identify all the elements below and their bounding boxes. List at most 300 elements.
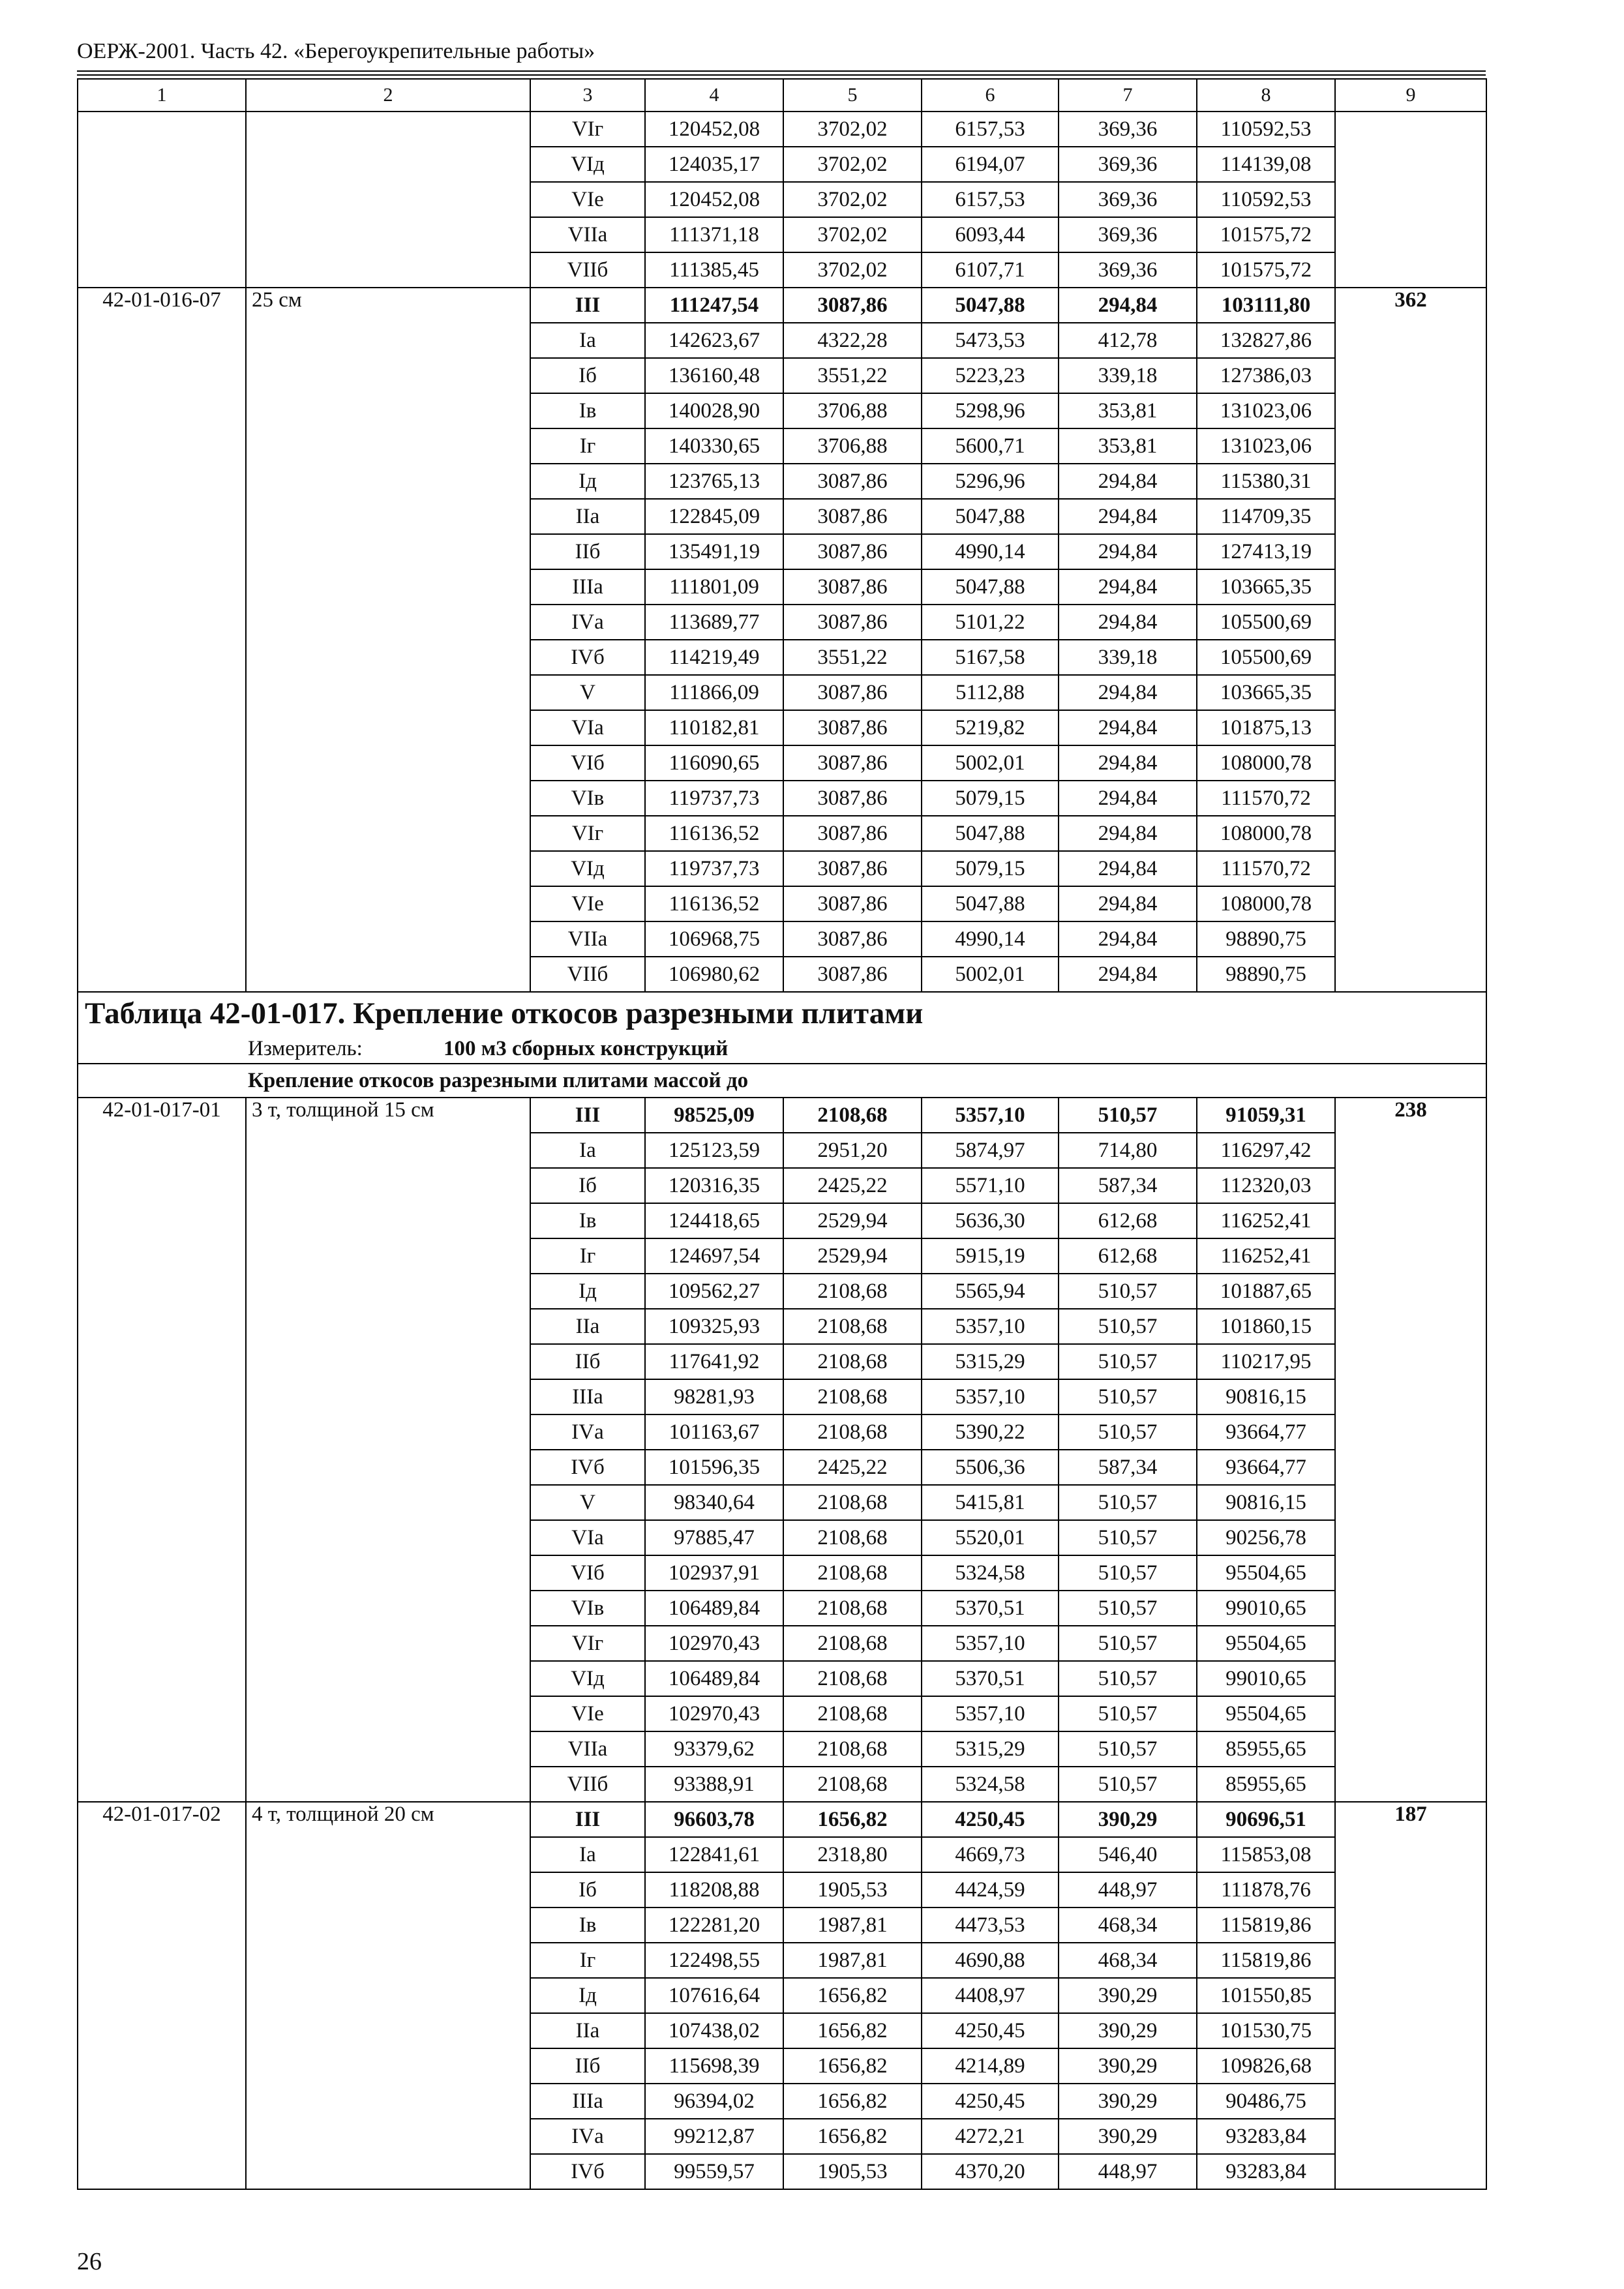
rate-code-cell — [78, 851, 246, 886]
value-cell: 3087,86 — [783, 851, 922, 886]
value-cell: 132827,86 — [1197, 323, 1335, 358]
zone-cell: Iб — [530, 358, 645, 393]
extra-cell — [1335, 252, 1486, 288]
value-cell: 124697,54 — [645, 1238, 783, 1274]
value-cell: 101596,35 — [645, 1450, 783, 1485]
value-cell: 3087,86 — [783, 605, 922, 640]
table-title: Таблица 42-01-017. Крепление откосов разрезными плитами — [78, 992, 1486, 1034]
value-cell: 294,84 — [1059, 710, 1197, 745]
value-cell: 1656,82 — [783, 1978, 922, 2013]
value-cell: 6194,07 — [922, 147, 1059, 182]
zone-cell: VIг — [530, 816, 645, 851]
zone-cell: IIа — [530, 1309, 645, 1344]
value-cell: 6157,53 — [922, 112, 1059, 147]
value-cell: 1987,81 — [783, 1943, 922, 1978]
column-number-cell: 7 — [1059, 79, 1197, 112]
value-cell: 5415,81 — [922, 1485, 1059, 1520]
work-name-cell — [246, 2084, 530, 2119]
value-cell: 116252,41 — [1197, 1203, 1335, 1238]
value-cell: 510,57 — [1059, 1485, 1197, 1520]
work-name-cell — [246, 1485, 530, 1520]
value-cell: 448,97 — [1059, 2154, 1197, 2189]
value-cell: 2425,22 — [783, 1450, 922, 1485]
rate-code-cell — [78, 1661, 246, 1696]
value-cell: 468,34 — [1059, 1943, 1197, 1978]
table-row — [78, 1379, 1486, 1414]
table-row — [78, 2119, 1486, 2154]
value-cell: 91059,31 — [1197, 1098, 1335, 1133]
table-row — [78, 323, 1486, 358]
extra-cell — [1335, 1344, 1486, 1379]
rates-table-body — [78, 79, 1486, 2189]
rate-code-cell — [78, 1908, 246, 1943]
extra-cell: 187 — [1335, 1802, 1486, 1837]
rate-code-cell — [78, 358, 246, 393]
value-cell: 110182,81 — [645, 710, 783, 745]
zone-cell: IVа — [530, 2119, 645, 2154]
zone-cell: VIIб — [530, 957, 645, 992]
measure-row — [78, 1034, 1486, 1064]
value-cell: 93379,62 — [645, 1731, 783, 1767]
zone-cell: IVа — [530, 1414, 645, 1450]
value-cell: 5167,58 — [922, 640, 1059, 675]
zone-cell: III — [530, 1802, 645, 1837]
table-row — [78, 1626, 1486, 1661]
extra-cell — [1335, 1168, 1486, 1203]
table-row — [78, 1908, 1486, 1943]
group-heading: Крепление откосов разрезными плитами массой до — [78, 1064, 1486, 1098]
value-cell: 103665,35 — [1197, 675, 1335, 710]
work-name-cell — [246, 1274, 530, 1309]
value-cell: 102970,43 — [645, 1696, 783, 1731]
value-cell: 116297,42 — [1197, 1133, 1335, 1168]
value-cell: 339,18 — [1059, 640, 1197, 675]
value-cell: 3087,86 — [783, 464, 922, 499]
zone-cell: IIа — [530, 2013, 645, 2048]
value-cell: 5520,01 — [922, 1520, 1059, 1555]
zone-cell: VIб — [530, 1555, 645, 1591]
table-row — [78, 1520, 1486, 1555]
value-cell: 98281,93 — [645, 1379, 783, 1414]
zone-cell: VIе — [530, 1696, 645, 1731]
zone-cell: IVб — [530, 1450, 645, 1485]
value-cell: 2108,68 — [783, 1520, 922, 1555]
rate-code-cell — [78, 2084, 246, 2119]
value-cell: 3087,86 — [783, 957, 922, 992]
value-cell: 107438,02 — [645, 2013, 783, 2048]
rate-code-cell — [78, 710, 246, 745]
extra-cell — [1335, 499, 1486, 534]
table-row — [78, 534, 1486, 569]
work-name-cell — [246, 112, 530, 147]
zone-cell: IIIа — [530, 1379, 645, 1414]
rate-code-cell: 42-01-017-02 — [78, 1802, 246, 1837]
value-cell: 101575,72 — [1197, 252, 1335, 288]
rate-code-cell — [78, 112, 246, 147]
value-cell: 93664,77 — [1197, 1450, 1335, 1485]
group-heading-row — [78, 1064, 1486, 1098]
work-name-cell — [246, 1696, 530, 1731]
rate-code-cell — [78, 1591, 246, 1626]
value-cell: 2108,68 — [783, 1485, 922, 1520]
value-cell: 294,84 — [1059, 534, 1197, 569]
work-name-cell — [246, 1731, 530, 1767]
value-cell: 101163,67 — [645, 1414, 783, 1450]
zone-cell: Iа — [530, 1133, 645, 1168]
zone-cell: III — [530, 288, 645, 323]
value-cell: 124035,17 — [645, 147, 783, 182]
zone-cell: VIд — [530, 147, 645, 182]
zone-cell: Iг — [530, 428, 645, 464]
extra-cell — [1335, 921, 1486, 957]
value-cell: 294,84 — [1059, 816, 1197, 851]
extra-cell — [1335, 957, 1486, 992]
value-cell: 294,84 — [1059, 569, 1197, 605]
rate-code-cell — [78, 1168, 246, 1203]
value-cell: 5571,10 — [922, 1168, 1059, 1203]
value-cell: 111801,09 — [645, 569, 783, 605]
value-cell: 115698,39 — [645, 2048, 783, 2084]
work-name-cell — [246, 1591, 530, 1626]
zone-cell: Iг — [530, 1238, 645, 1274]
extra-cell — [1335, 1414, 1486, 1450]
value-cell: 106489,84 — [645, 1591, 783, 1626]
rate-code-cell — [78, 534, 246, 569]
table-row — [78, 640, 1486, 675]
value-cell: 131023,06 — [1197, 393, 1335, 428]
column-number-cell: 6 — [922, 79, 1059, 112]
value-cell: 4250,45 — [922, 1802, 1059, 1837]
extra-cell — [1335, 1591, 1486, 1626]
value-cell: 93664,77 — [1197, 1414, 1335, 1450]
value-cell: 2108,68 — [783, 1309, 922, 1344]
value-cell: 4250,45 — [922, 2013, 1059, 2048]
page-header: ОЕРЖ-2001. Часть 42. «Берегоукрепительные работы» — [77, 39, 595, 63]
value-cell: 116252,41 — [1197, 1238, 1335, 1274]
value-cell: 5079,15 — [922, 781, 1059, 816]
rate-code-cell — [78, 675, 246, 710]
value-cell: 122498,55 — [645, 1943, 783, 1978]
zone-cell: VIв — [530, 781, 645, 816]
work-name-cell — [246, 252, 530, 288]
rate-code-cell — [78, 217, 246, 252]
header-rule-bottom — [77, 74, 1486, 76]
value-cell: 95504,65 — [1197, 1626, 1335, 1661]
table-row — [78, 745, 1486, 781]
extra-cell — [1335, 1767, 1486, 1802]
table-row — [78, 112, 1486, 147]
value-cell: 96603,78 — [645, 1802, 783, 1837]
zone-cell: VIIа — [530, 217, 645, 252]
rate-code-cell — [78, 1626, 246, 1661]
work-name-cell — [246, 1309, 530, 1344]
rate-code-cell — [78, 1309, 246, 1344]
table-row — [78, 393, 1486, 428]
rate-code-cell — [78, 605, 246, 640]
extra-cell — [1335, 2048, 1486, 2084]
value-cell: 390,29 — [1059, 2119, 1197, 2154]
table-row — [78, 1802, 1486, 1837]
zone-cell: Iд — [530, 1978, 645, 2013]
rate-code-cell — [78, 2048, 246, 2084]
table-row — [78, 499, 1486, 534]
value-cell: 140330,65 — [645, 428, 783, 464]
extra-cell — [1335, 1379, 1486, 1414]
work-name-cell — [246, 1626, 530, 1661]
work-name-cell — [246, 1837, 530, 1872]
table-row — [78, 1450, 1486, 1485]
value-cell: 5324,58 — [922, 1555, 1059, 1591]
extra-cell — [1335, 745, 1486, 781]
zone-cell: VIб — [530, 745, 645, 781]
rate-code-cell — [78, 1555, 246, 1591]
rate-code-cell — [78, 428, 246, 464]
value-cell: 2529,94 — [783, 1238, 922, 1274]
rate-code-cell — [78, 1450, 246, 1485]
work-name-cell — [246, 1978, 530, 2013]
value-cell: 5047,88 — [922, 499, 1059, 534]
value-cell: 122841,61 — [645, 1837, 783, 1872]
value-cell: 101550,85 — [1197, 1978, 1335, 2013]
rate-code-cell — [78, 1274, 246, 1309]
work-name-cell — [246, 1238, 530, 1274]
table-row — [78, 252, 1486, 288]
value-cell: 4322,28 — [783, 323, 922, 358]
value-cell: 96394,02 — [645, 2084, 783, 2119]
extra-cell — [1335, 1238, 1486, 1274]
table-row — [78, 1344, 1486, 1379]
value-cell: 101530,75 — [1197, 2013, 1335, 2048]
value-cell: 587,34 — [1059, 1168, 1197, 1203]
value-cell: 116136,52 — [645, 886, 783, 921]
value-cell: 101887,65 — [1197, 1274, 1335, 1309]
value-cell: 5315,29 — [922, 1344, 1059, 1379]
value-cell: 3702,02 — [783, 112, 922, 147]
value-cell: 102937,91 — [645, 1555, 783, 1591]
value-cell: 2108,68 — [783, 1344, 922, 1379]
work-name-cell — [246, 2119, 530, 2154]
zone-cell: IIб — [530, 534, 645, 569]
value-cell: 4690,88 — [922, 1943, 1059, 1978]
value-cell: 2108,68 — [783, 1379, 922, 1414]
value-cell: 294,84 — [1059, 605, 1197, 640]
value-cell: 111570,72 — [1197, 851, 1335, 886]
table-row — [78, 1309, 1486, 1344]
zone-cell: VIе — [530, 182, 645, 217]
zone-cell: Iв — [530, 1203, 645, 1238]
extra-cell — [1335, 1696, 1486, 1731]
value-cell: 3087,86 — [783, 675, 922, 710]
value-cell: 6157,53 — [922, 182, 1059, 217]
work-name-cell — [246, 147, 530, 182]
work-name-cell — [246, 182, 530, 217]
zone-cell: Iв — [530, 1908, 645, 1943]
value-cell: 2951,20 — [783, 1133, 922, 1168]
value-cell: 390,29 — [1059, 1978, 1197, 2013]
extra-cell — [1335, 1520, 1486, 1555]
zone-cell: Iб — [530, 1168, 645, 1203]
work-name-cell — [246, 1203, 530, 1238]
value-cell: 3087,86 — [783, 499, 922, 534]
value-cell: 369,36 — [1059, 217, 1197, 252]
work-name-cell — [246, 957, 530, 992]
value-cell: 5079,15 — [922, 851, 1059, 886]
value-cell: 510,57 — [1059, 1696, 1197, 1731]
rate-code-cell — [78, 464, 246, 499]
column-number-cell: 1 — [78, 79, 246, 112]
measure-label: Измеритель: — [248, 1036, 363, 1060]
rate-code-cell — [78, 252, 246, 288]
zone-cell: Iг — [530, 1943, 645, 1978]
extra-cell: 238 — [1335, 1098, 1486, 1133]
value-cell: 1656,82 — [783, 2119, 922, 2154]
value-cell: 90816,15 — [1197, 1379, 1335, 1414]
value-cell: 113689,77 — [645, 605, 783, 640]
rate-code-cell — [78, 816, 246, 851]
value-cell: 108000,78 — [1197, 745, 1335, 781]
rate-code-cell — [78, 921, 246, 957]
value-cell: 3706,88 — [783, 428, 922, 464]
extra-cell — [1335, 534, 1486, 569]
zone-cell: VIа — [530, 1520, 645, 1555]
value-cell: 108000,78 — [1197, 886, 1335, 921]
value-cell: 510,57 — [1059, 1626, 1197, 1661]
value-cell: 294,84 — [1059, 464, 1197, 499]
value-cell: 99010,65 — [1197, 1591, 1335, 1626]
value-cell: 99212,87 — [645, 2119, 783, 2154]
header-rule-top — [77, 70, 1486, 72]
value-cell: 6107,71 — [922, 252, 1059, 288]
value-cell: 3087,86 — [783, 288, 922, 323]
value-cell: 5600,71 — [922, 428, 1059, 464]
measure-cell — [78, 1034, 1486, 1064]
value-cell: 5506,36 — [922, 1450, 1059, 1485]
value-cell: 106980,62 — [645, 957, 783, 992]
value-cell: 5223,23 — [922, 358, 1059, 393]
work-name-cell — [246, 569, 530, 605]
value-cell: 2108,68 — [783, 1274, 922, 1309]
value-cell: 135491,19 — [645, 534, 783, 569]
extra-cell — [1335, 1485, 1486, 1520]
table-row — [78, 1978, 1486, 2013]
value-cell: 4424,59 — [922, 1872, 1059, 1908]
value-cell: 5357,10 — [922, 1098, 1059, 1133]
rate-code-cell — [78, 1943, 246, 1978]
table-row — [78, 2048, 1486, 2084]
value-cell: 5370,51 — [922, 1591, 1059, 1626]
value-cell: 117641,92 — [645, 1344, 783, 1379]
rate-code-cell — [78, 886, 246, 921]
value-cell: 1656,82 — [783, 2048, 922, 2084]
value-cell: 2529,94 — [783, 1203, 922, 1238]
value-cell: 294,84 — [1059, 288, 1197, 323]
extra-cell — [1335, 464, 1486, 499]
value-cell: 109826,68 — [1197, 2048, 1335, 2084]
value-cell: 4408,97 — [922, 1978, 1059, 2013]
table-row — [78, 147, 1486, 182]
work-name-cell — [246, 1168, 530, 1203]
value-cell: 111385,45 — [645, 252, 783, 288]
value-cell: 294,84 — [1059, 745, 1197, 781]
value-cell: 2108,68 — [783, 1767, 922, 1802]
rate-code-cell — [78, 1731, 246, 1767]
extra-cell — [1335, 640, 1486, 675]
rate-code-cell — [78, 323, 246, 358]
value-cell: 101875,13 — [1197, 710, 1335, 745]
value-cell: 95504,65 — [1197, 1555, 1335, 1591]
rate-code-cell — [78, 1978, 246, 2013]
work-name-cell — [246, 499, 530, 534]
column-number-cell: 9 — [1335, 79, 1486, 112]
extra-cell — [1335, 358, 1486, 393]
value-cell: 5324,58 — [922, 1767, 1059, 1802]
extra-cell — [1335, 781, 1486, 816]
value-cell: 105500,69 — [1197, 640, 1335, 675]
value-cell: 510,57 — [1059, 1274, 1197, 1309]
rates-table — [77, 78, 1487, 2190]
extra-cell — [1335, 851, 1486, 886]
value-cell: 112320,03 — [1197, 1168, 1335, 1203]
value-cell: 6093,44 — [922, 217, 1059, 252]
value-cell: 122845,09 — [645, 499, 783, 534]
table-title-row — [78, 992, 1486, 1034]
rate-code-cell — [78, 1203, 246, 1238]
table-row — [78, 1098, 1486, 1133]
value-cell: 90256,78 — [1197, 1520, 1335, 1555]
table-row — [78, 605, 1486, 640]
work-name-cell — [246, 464, 530, 499]
value-cell: 294,84 — [1059, 921, 1197, 957]
rate-code-cell — [78, 1133, 246, 1168]
value-cell: 90816,15 — [1197, 1485, 1335, 1520]
table-row — [78, 2154, 1486, 2189]
value-cell: 3706,88 — [783, 393, 922, 428]
value-cell: 131023,06 — [1197, 428, 1335, 464]
value-cell: 103665,35 — [1197, 569, 1335, 605]
extra-cell — [1335, 1872, 1486, 1908]
value-cell: 98525,09 — [645, 1098, 783, 1133]
extra-cell — [1335, 710, 1486, 745]
work-name-cell — [246, 2013, 530, 2048]
rate-code-cell — [78, 781, 246, 816]
value-cell: 5357,10 — [922, 1379, 1059, 1414]
value-cell: 97885,47 — [645, 1520, 783, 1555]
value-cell: 108000,78 — [1197, 816, 1335, 851]
value-cell: 5296,96 — [922, 464, 1059, 499]
work-name-cell — [246, 323, 530, 358]
value-cell: 93388,91 — [645, 1767, 783, 1802]
value-cell: 114219,49 — [645, 640, 783, 675]
column-number-cell: 8 — [1197, 79, 1335, 112]
table-row — [78, 182, 1486, 217]
zone-cell: IVб — [530, 640, 645, 675]
column-number-cell: 4 — [645, 79, 783, 112]
value-cell: 2108,68 — [783, 1555, 922, 1591]
value-cell: 1656,82 — [783, 1802, 922, 1837]
value-cell: 142623,67 — [645, 323, 783, 358]
work-name-cell — [246, 1943, 530, 1978]
zone-cell: Iв — [530, 393, 645, 428]
value-cell: 2108,68 — [783, 1661, 922, 1696]
extra-cell — [1335, 1274, 1486, 1309]
work-name-cell — [246, 1555, 530, 1591]
value-cell: 1656,82 — [783, 2084, 922, 2119]
value-cell: 3087,86 — [783, 569, 922, 605]
work-name-cell — [246, 886, 530, 921]
zone-cell: VIIа — [530, 921, 645, 957]
value-cell: 5002,01 — [922, 957, 1059, 992]
value-cell: 3087,86 — [783, 781, 922, 816]
